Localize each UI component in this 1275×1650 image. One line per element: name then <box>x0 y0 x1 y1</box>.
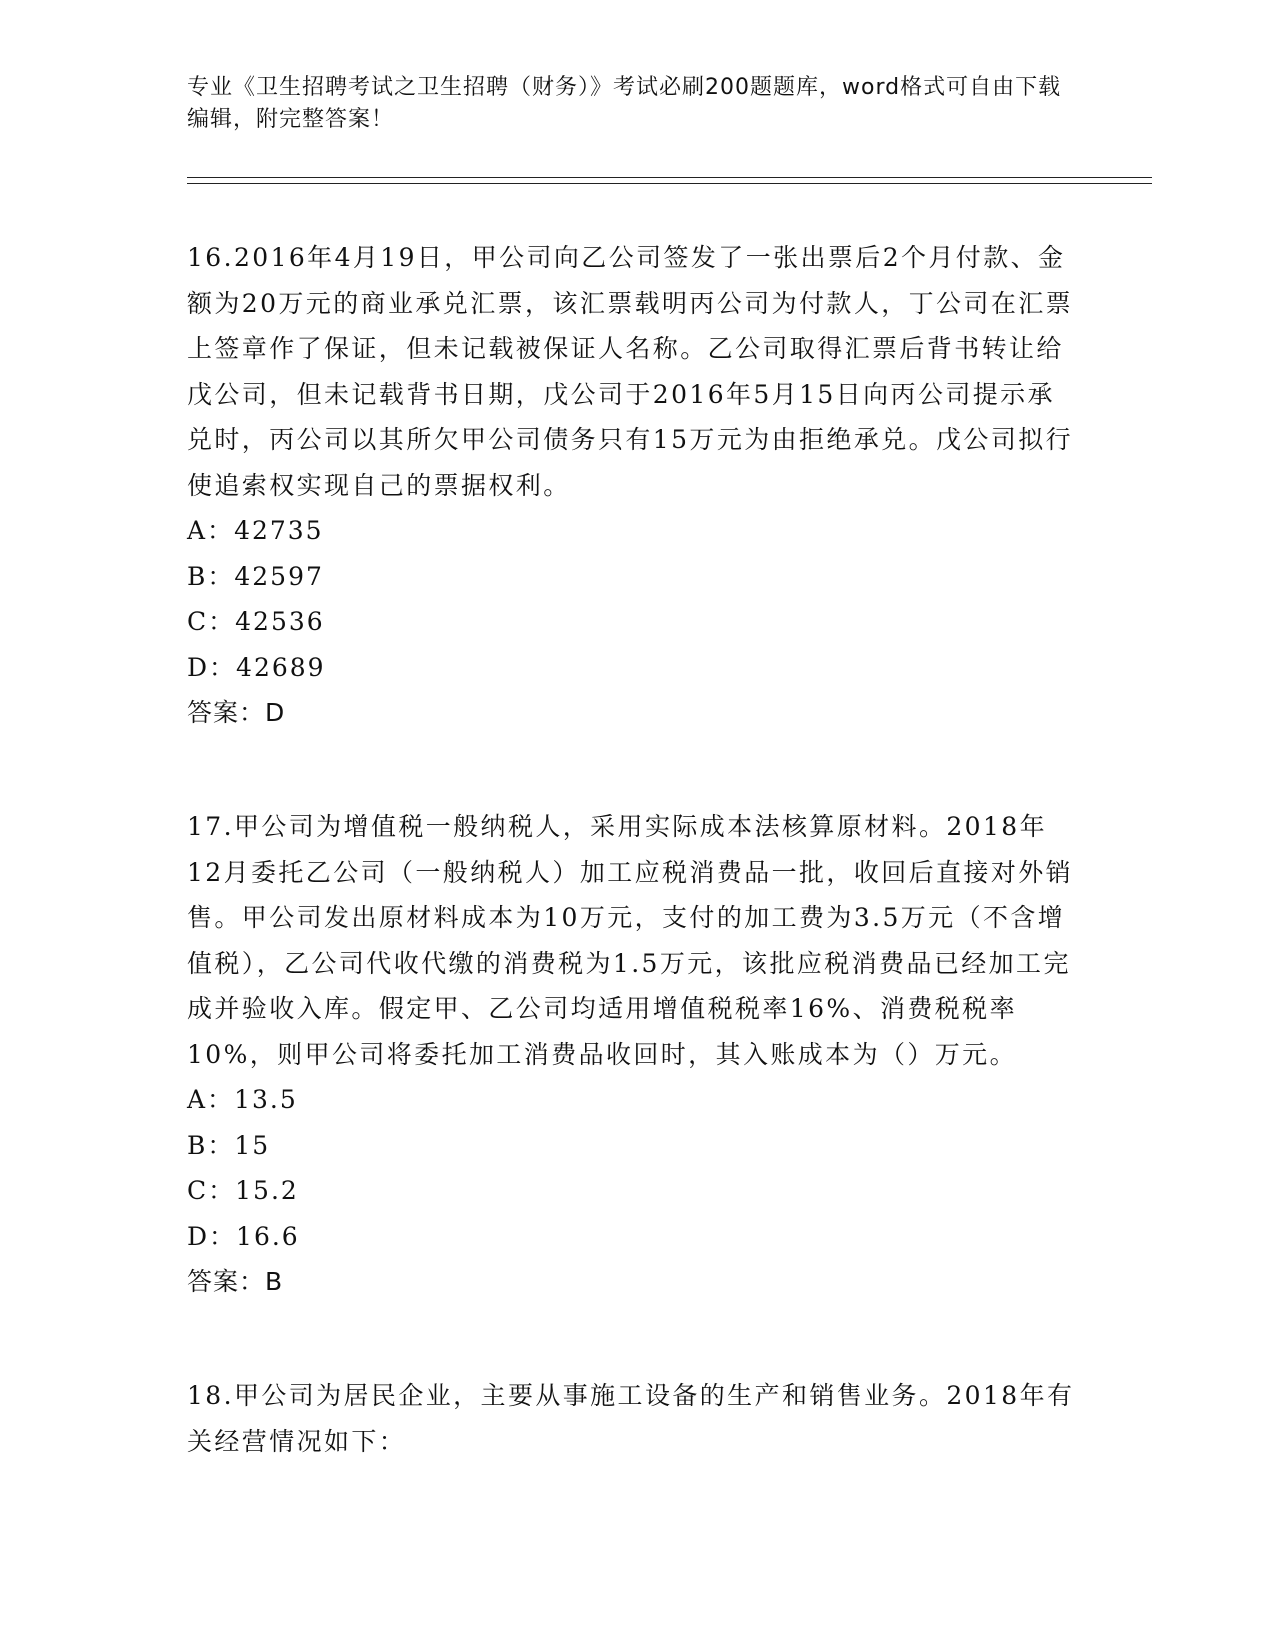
question-16 <box>187 235 1082 736</box>
question-18 <box>187 1373 1082 1464</box>
document-header: 专业《卫生招聘考试之卫生招聘（财务）》考试必刷200题题库，word格式可自由下载编辑，附完整答案！ <box>187 75 1062 132</box>
question-stem: 16.2016年4月19日，甲公司向乙公司签发了一张出票后2个月付款、金额为20万元的商业承兑汇票，该汇票载明丙公司为付款人，丁公司在汇票上签章作了保证，但未记载被保证人名称。乙公司取得汇票后背书转让给戊公司，但未记载背书日期，戊公司于2016年5月15日向丙公司提示承兑时，丙公司以其所欠甲公司债务只有15万元为由拒绝承兑。戊公司拟行使追索权实现自己的票据权利。 <box>187 243 1074 500</box>
option-text: 15 <box>234 1130 271 1160</box>
option-label: B： <box>187 561 235 591</box>
option-d <box>187 645 1082 691</box>
question-stem: 17.甲公司为增值税一般纳税人，采用实际成本法核算原材料。2018年12月委托乙公司（一般纳税人）加工应税消费品一批，收回后直接对外销售。甲公司发出原材料成本为10万元，支付的加工费为3.5万元（不含增值税），乙公司代收代缴的消费税为1.5万元，该批应税消费品已经加工完成并验收入库。假定甲、乙公司均适用增值税税率16%、消费税税率10%，则甲公司将委托加工消费品收回时，其入账成本为（）万元。 <box>187 812 1074 1069</box>
option-label: B： <box>187 1130 235 1160</box>
option-text: 13.5 <box>234 1085 298 1114</box>
answer-line: 答案：B <box>187 1267 284 1296</box>
option-text: 42735 <box>234 516 324 545</box>
header-double-rule <box>187 177 1152 184</box>
option-text: 42597 <box>234 561 324 591</box>
option-b <box>187 554 1082 600</box>
option-a <box>187 1077 1082 1123</box>
option-text: 16.6 <box>236 1221 300 1251</box>
option-label: C： <box>187 607 236 636</box>
question-17 <box>187 804 1082 1305</box>
option-d <box>187 1214 1082 1260</box>
option-label: C： <box>187 1176 236 1205</box>
option-label: D： <box>187 1221 237 1251</box>
option-label: D： <box>187 652 237 682</box>
option-label: A： <box>187 1085 235 1114</box>
option-c <box>187 599 1082 645</box>
option-label: A： <box>187 516 235 545</box>
option-b <box>187 1123 1082 1169</box>
question-stem: 18.甲公司为居民企业，主要从事施工设备的生产和销售业务。2018年有关经营情况如下： <box>187 1381 1075 1456</box>
answer-line: 答案：D <box>187 698 286 727</box>
option-text: 15.2 <box>235 1176 299 1205</box>
option-text: 42689 <box>236 652 326 682</box>
option-c <box>187 1168 1082 1214</box>
option-a <box>187 508 1082 554</box>
option-text: 42536 <box>235 607 325 636</box>
